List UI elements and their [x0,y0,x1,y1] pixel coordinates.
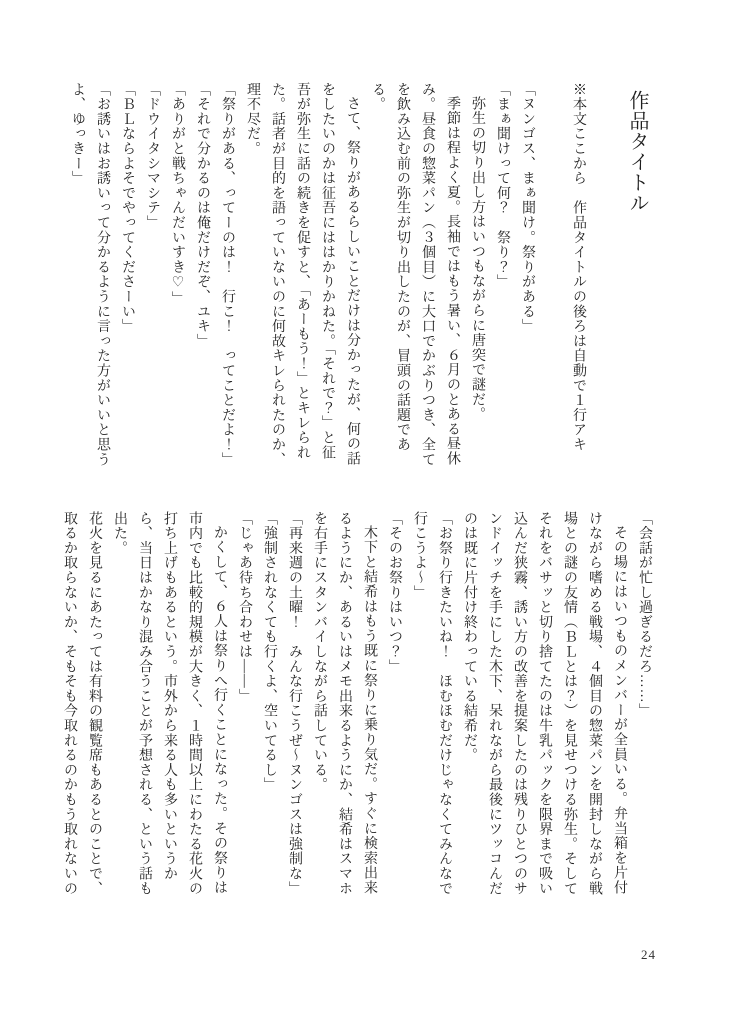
dialogue-line: 「ヌンゴス、まぁ聞け。祭りがある」 [520,82,535,334]
narration-paragraph: 花火を見るにあたっては有料の観覧席もあるとのことで、取るか取らないか、そもそも今取れるのかもう取れないの [62,511,102,896]
dialogue-line: 「じゃあ待ち合わせは――」 [237,511,252,704]
upper-text-block [65,82,657,469]
dialogue-line: 「ありがと戦ちゃんだいすき♡」 [170,82,185,306]
dialogue-line: 「会話が忙し過ぎるだろ……」 [637,511,652,719]
narration-paragraph: その場にはいつものメンバーが全員いる。弁当箱を片付けながら嗜める戦場、４個目の惣菜パンを開封しながら戦場との謎の友情（ＢＬとは？）を見せつける弥生。そしてそれをバサッと切り捨てたのは牛乳パックを限界まで吸い込んだ狭霧、誘い方の改善を提案したのは残りひとつのサンドイッチを手にした木下、呆れながら最後にツッコんだのは既に片付け終わっている結希だ。 [462,511,627,896]
page-number: 24 [641,947,656,962]
dialogue-line: 「まぁ聞けって何？ 祭り？」 [495,82,510,290]
manuscript-note: ※本文ここから 作品タイトルの後ろは自動で１行アキ [571,82,586,452]
work-title: 作品タイトル [626,90,648,213]
dialogue-line: 「ＢＬならよそでやってくださーい」 [120,82,135,334]
dialogue-line: 「祭りがある、ってーのは！ 行こ！ ってことだよ！」 [220,82,235,467]
narration-paragraph: かくして、６人は祭りへ行くことになった。その祭りは市内でも比較的規模が大きく、１時間以上にわたる花火の打ち上げもあるという。市外から来る人も多いというから、当日はかなり混み合うことが予想される、という話も出た。 [112,511,227,896]
dialogue-line: 「そのお祭りはいつ？」 [387,511,402,674]
narration-paragraph: 季節は程よく夏。長袖ではもう暑い、６月のとある昼休み。昼食の惣菜パン（３個目）に大口でかぶりつき、全てを飲み込む前の弥生が切り出したのが、冒頭の話題である。 [370,82,460,467]
dialogue-line: 「再来週の土曜！ みんな行こうぜ〜ヌンゴスは強制な」 [287,511,302,896]
narration-paragraph: 木下と結希はもう既に祭りに乗り気だ。すぐに検索出来るようにか、あるいはメモ出来るようにか、結希はスマホを右手にスタンバイしながら話している。 [312,511,377,896]
dialogue-line: 「お誘いはお誘いって分かるように言った方がいいと思うよ、ゆっきー」 [70,82,110,467]
dialogue-line: 「ドウイタシマシテ」 [145,82,160,230]
narration-paragraph: さて、祭りがあるらしいことだけは分かったが、何の話をしたいのかは征吾にははかりかねた。「それで？」と征吾が弥生に話の続きを促すと、「あーもう！」とキレられた。話者が目的を語っていないのに何故キレられたのか、理不尽だ。 [245,82,360,467]
lower-text-block [57,511,657,898]
dialogue-line: 「それで分かるのは俺だけだぞ、ユキ」 [195,82,210,349]
narration-paragraph: 弥生の切り出し方はいつもながらに唐突で謎だ。 [470,96,485,422]
dialogue-line: 「お祭り行きたいね！ ほむほむだけじゃなくてみんなで行こうよ〜」 [412,511,452,896]
dialogue-line: 「強制されなくても行くよ、空いてるし」 [262,511,277,793]
